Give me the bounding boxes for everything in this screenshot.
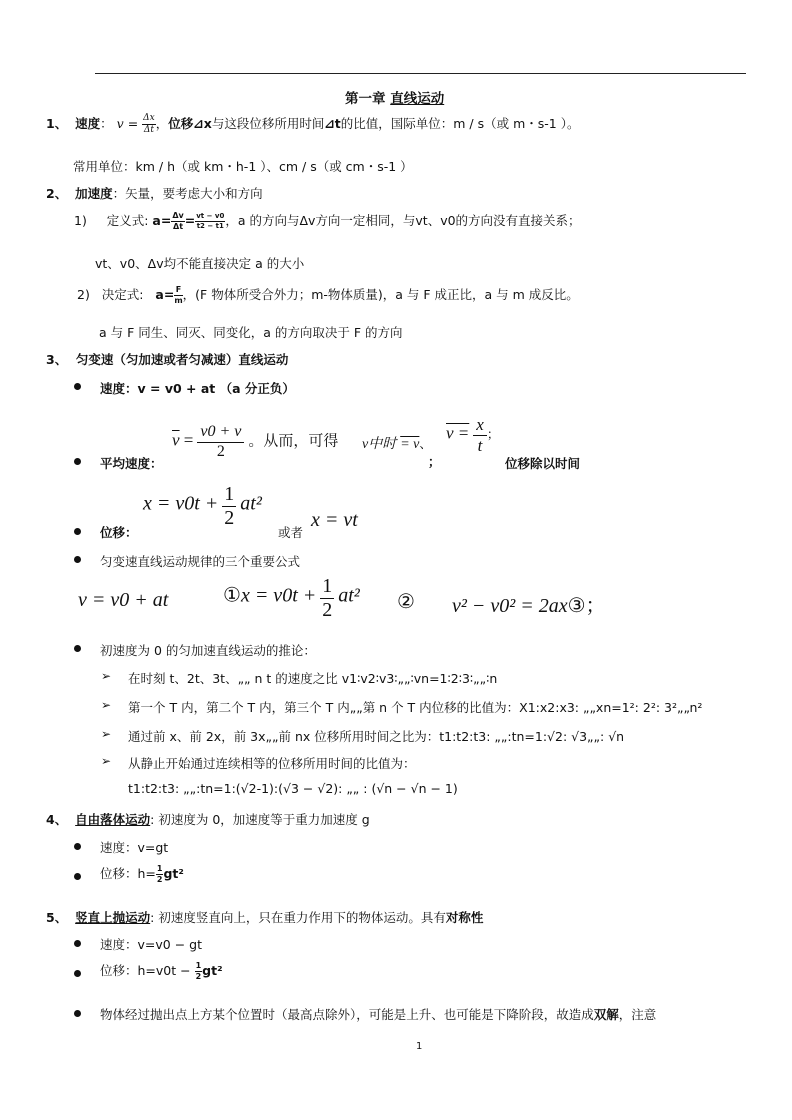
section-1-common-units: 常用单位：km / h（或 km・h-1 ）、cm / s（或 cm・s-1 ） <box>73 159 413 174</box>
bullet-icon <box>74 940 81 947</box>
section-1-velocity: 1、 速度： v = $\frac{\Delta x}{\Delta t}$ ，位移⊿x与这段位移所用时间⊿t的比值，国际单位：m / s（或 m・s-1 ）。 <box>46 113 580 135</box>
formula-3: v² − v0² = 2ax③； <box>452 595 606 617</box>
three-formulas-title: 匀变速直线运动规律的三个重要公式 <box>100 554 301 569</box>
free-fall-displacement: 位移：h= $\frac{1}{2}$ gt² <box>100 864 184 884</box>
arrow-bullet-icon: ➢ <box>101 669 112 683</box>
average-velocity-label: 平均速度： <box>100 456 163 471</box>
arrow-bullet-icon: ➢ <box>101 754 112 768</box>
double-solution-note: 物体经过抛出点上方某个位置时（最高点除外），可能是上升、也可能是下降阶段，故造成双解，注意 <box>100 1007 657 1022</box>
displacement-formula: x = v0t + $\frac{1}{2}$ at² <box>143 483 262 529</box>
average-velocity-alt: v = $\frac{x}{t}$ ； <box>446 415 500 455</box>
page-number: 1 <box>416 1041 423 1052</box>
formula-2: ①x = v0t + $\frac{1}{2}$ at² <box>223 575 360 621</box>
formula-1: v = v0 + at <box>78 589 169 611</box>
definition-note: vt、v0、Δv均不能直接决定 a 的大小 <box>95 256 305 271</box>
bullet-icon <box>74 1010 81 1017</box>
header-rule <box>95 73 746 74</box>
inference-2: 第一个 T 内，第二个 T 内，第三个 T 内„„第 n 个 T 内位移的比值为：X1:x2:x3: „„xn=1²: 2²: 3²„„n² <box>128 700 703 715</box>
arrow-bullet-icon: ➢ <box>101 727 112 741</box>
free-fall-velocity: 速度：v=gt <box>100 840 169 855</box>
displacement-or: 或者 <box>278 525 304 540</box>
definition-formula: 1) 定义式: a= $\frac{\Delta v}{\Delta t}$ = $\frac{vt - v0}{t2 - t1}$ ，a 的方向与Δv方向一定相同，与vt、v0的方向没有直接关系； <box>74 211 581 231</box>
arrow-bullet-icon: ➢ <box>101 698 112 712</box>
inference-3: 通过前 x、前 2x，前 3x„„前 nx 位移所用时间之比为：t1:t2:t3: „„:tn=1:√2: √3„„: √n <box>128 729 625 744</box>
displacement-alt: x = vt <box>311 509 358 531</box>
inference-1: 在时刻 t、2t、3t、„„ n t 的速度之比 v1∶v2∶v3∶„„∶vn=1∶2∶3∶„„∶n <box>128 671 498 686</box>
determining-note: a 与 F 同生、同灭、同变化，a 的方向取决于 F 的方向 <box>99 325 403 340</box>
uniform-velocity: 速度：v = v0 + at （a 分正负） <box>100 381 295 396</box>
bullet-icon <box>74 843 81 850</box>
section-2-acceleration: 2、 加速度：矢量，要考虑大小和方向 <box>46 186 263 201</box>
bullet-icon <box>74 645 81 652</box>
semicolon: ； <box>428 454 441 469</box>
section-4-free-fall: 4、 自由落体运动: 初速度为 0，加速度等于重力加速度 g <box>46 812 370 827</box>
bullet-icon <box>74 556 81 563</box>
bullet-icon <box>74 873 81 880</box>
section-3-title: 3、 匀变速（匀加速或者匀减速）直线运动 <box>46 352 289 367</box>
midtime-velocity: v中时 = v、 <box>362 436 432 452</box>
inference-title: 初速度为 0 的匀加速直线运动的推论： <box>100 643 316 658</box>
determining-formula: 2) 决定式: a= $\frac{F}{m}$ ，(F 物体所受合外力；m-物体质量)，a 与 F 成正比，a 与 m 成反比。 <box>77 285 579 305</box>
bullet-icon <box>74 383 81 390</box>
vertical-throw-velocity: 速度：v=v0 − gt <box>100 937 202 952</box>
section-5-vertical-throw: 5、 竖直上抛运动: 初速度竖直向上，只在重力作用下的物体运动。具有对称性 <box>46 910 484 925</box>
formula-2-mark: ② <box>397 591 415 613</box>
bullet-icon <box>74 458 81 465</box>
chapter-title: 第一章 直线运动 <box>345 91 445 107</box>
inference-4-formula: t1:t2:t3: „„:tn=1:(√2-1):(√3 − √2): „„ : (√n − √n − 1) <box>128 781 458 796</box>
average-velocity-formula: $\overline{v}$ = $\frac{v0 + v}{2}$ 。从而，可得 <box>172 423 339 460</box>
bullet-icon <box>74 970 81 977</box>
displacement-label: 位移： <box>100 525 138 540</box>
vertical-throw-displacement: 位移：h=v0t − $\frac{1}{2}$ gt² <box>100 961 223 981</box>
bullet-icon <box>74 528 81 535</box>
inference-4: 从静止开始通过连续相等的位移所用时间的比值为： <box>128 756 416 771</box>
average-velocity-note: 位移除以时间 <box>505 456 581 471</box>
